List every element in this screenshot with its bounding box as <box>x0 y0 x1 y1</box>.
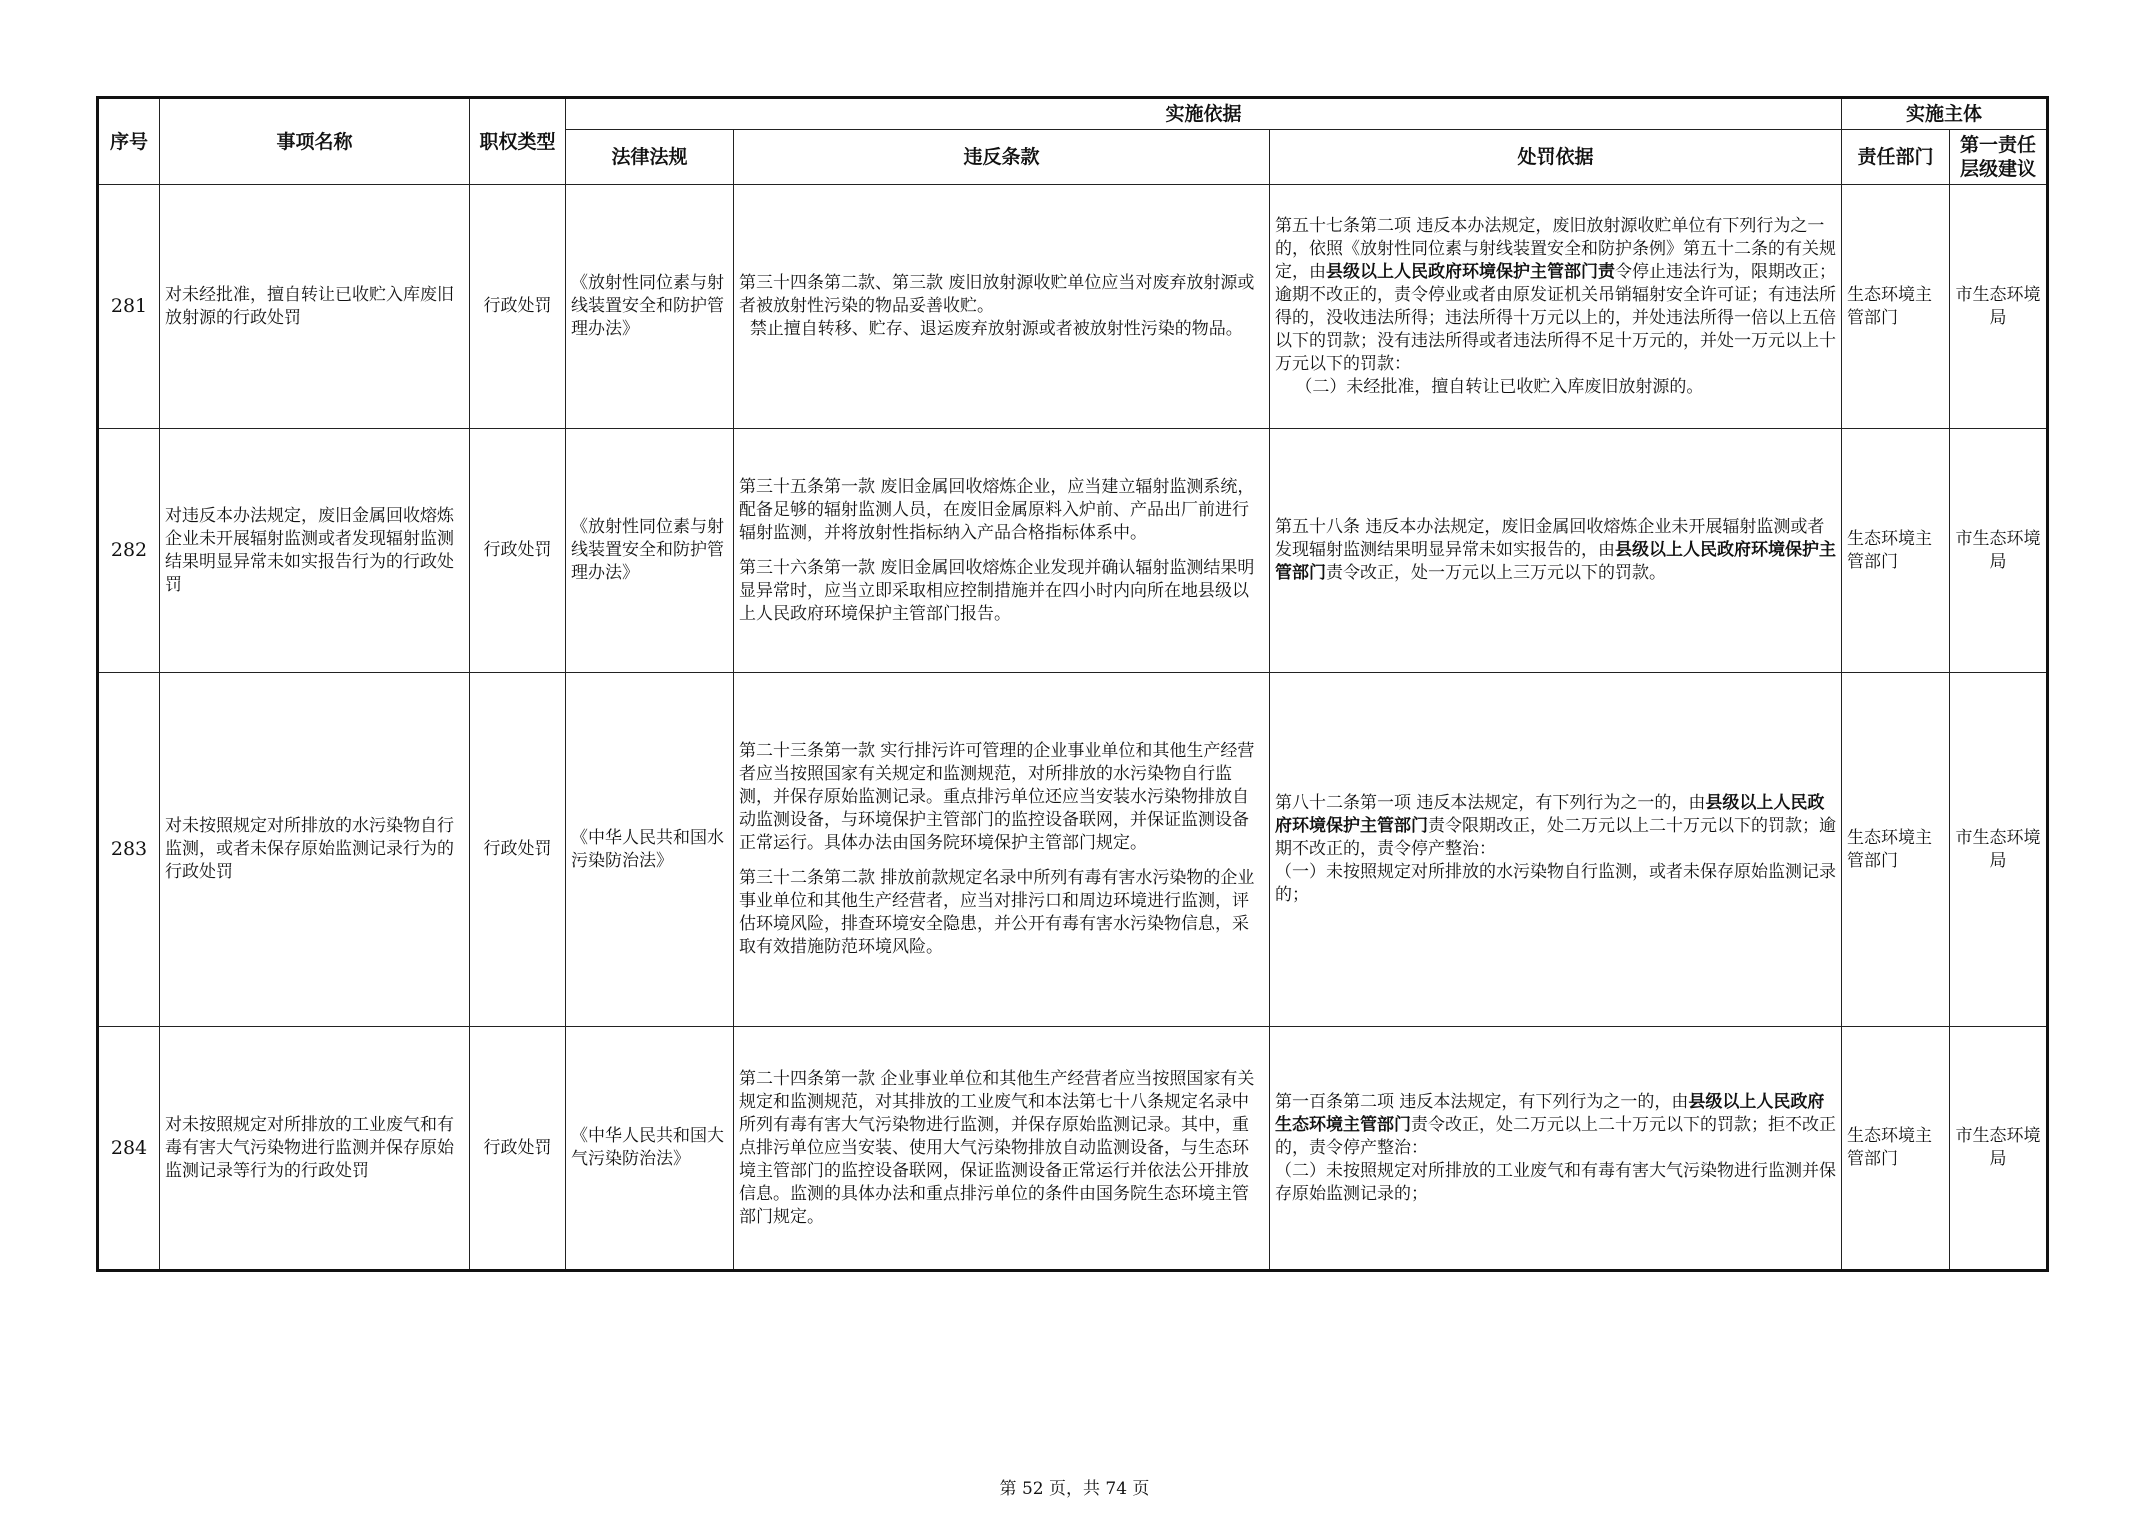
row-law: 《中华人民共和国水污染防治法》 <box>566 673 734 1027</box>
row-violation <box>734 673 1270 1027</box>
row-level: 市生态环境局 <box>1950 1027 2048 1271</box>
penalty-item: （一）未按照规定对所排放的水污染物自行监测，或者未保存原始监测记录的； <box>1275 862 1836 905</box>
enforcement-table <box>96 96 2049 1272</box>
header-penalty: 处罚依据 <box>1270 130 1842 185</box>
row-law: 《中华人民共和国大气污染防治法》 <box>566 1027 734 1271</box>
row-item-name: 对未按照规定对所排放的水污染物自行监测，或者未保存原始监测记录行为的行政处罚 <box>160 673 470 1027</box>
penalty-text <box>1275 215 1836 376</box>
penalty-lead: 第五十七条第二项 违反本办法规定，废旧放射源收贮单位有下列行为之一的，依照《放射性同位素与射线装置安全和防护条例》第五十二条的有关规定，由 <box>1275 215 1836 282</box>
header-item-name: 事项名称 <box>160 98 470 185</box>
violation-clause: 第二十三条第一款 实行排污许可管理的企业事业单位和其他生产经营者应当按照国家有关规定和监测规范，对所排放的水污染物自行监测，并保存原始监测记录。重点排污单位还应当安装水污染物排放自动监测设备，与环境保护主管部门的监控设备联网，并保证监测设备正常运行。具体办法由国务院环境保护主管部门规定。 <box>739 741 1255 853</box>
header-violation: 违反条款 <box>734 130 1270 185</box>
row-law: 《放射性同位素与射线装置安全和防护管理办法》 <box>566 429 734 673</box>
penalty-lead: 第八十二条第一项 违反本法规定，有下列行为之一的，由 <box>1275 793 1706 813</box>
table-body <box>98 185 2048 1271</box>
row-level: 市生态环境局 <box>1950 429 2048 673</box>
row-penalty <box>1270 429 1842 673</box>
penalty-lead: 第五十八条 违反本办法规定，废旧金属回收熔炼企业未开展辐射监测或者发现辐射监测结果明显异常未如实报告的，由 <box>1275 517 1825 560</box>
violation-clause: 第三十四条第二款、第三款 废旧放射源收贮单位应当对废弃放射源或者被放射性污染的物品妥善收贮。 禁止擅自转移、贮存、退运废弃放射源或者被放射性污染的物品。 <box>739 273 1255 339</box>
table-header <box>98 98 2048 185</box>
row-violation <box>734 1027 1270 1271</box>
table-row <box>98 673 2048 1027</box>
violation-clause: 第三十六条第一款 废旧金属回收熔炼企业发现并确认辐射监测结果明显异常时，应当立即采取相应控制措施并在四小时内向所在地县级以上人民政府环境保护主管部门报告。 <box>739 557 1255 624</box>
row-power-type: 行政处罚 <box>470 429 566 673</box>
violation-clause: 第二十四条第一款 企业事业单位和其他生产经营者应当按照国家有关规定和监测规范，对其排放的工业废气和本法第七十八条规定名录中所列有毒有害大气污染物进行监测，并保存原始监测记录。其中，重点排污单位应当安装、使用大气污染物排放自动监测设备，与生态环境主管部门的监控设备联网，保证监测设备正常运行并依法公开排放信息。监测的具体办法和重点排污单位的条件由国务院生态环境主管部门规定。 <box>739 1068 1255 1227</box>
row-level: 市生态环境局 <box>1950 673 2048 1027</box>
penalty-text <box>1275 1091 1836 1160</box>
row-item-name: 对未经批准，擅自转让已收贮入库废旧放射源的行政处罚 <box>160 185 470 429</box>
penalty-authority: 县级以上人民政府生态环境主管部门 <box>1275 1091 1825 1135</box>
header-power-type: 职权类型 <box>470 98 566 185</box>
header-law: 法律法规 <box>566 130 734 185</box>
row-no: 281 <box>98 185 160 429</box>
header-subject-group: 实施主体 <box>1842 98 2048 130</box>
header-level: 第一责任层级建议 <box>1950 130 2048 185</box>
penalty-rest: 责令改正，处一万元以上三万元以下的罚款。 <box>1326 563 1666 583</box>
row-item-name: 对未按照规定对所排放的工业废气和有毒有害大气污染物进行监测并保存原始监测记录等行为的行政处罚 <box>160 1027 470 1271</box>
row-dept: 生态环境主管部门 <box>1842 185 1950 429</box>
page-number: 第 52 页，共 74 页 <box>999 1479 1150 1499</box>
penalty-rest: 责令改正，处二万元以上二十万元以下的罚款；拒不改正的，责令停产整治： <box>1275 1114 1836 1158</box>
violation-clause: 第三十五条第一款 废旧金属回收熔炼企业，应当建立辐射监测系统，配备足够的辐射监测人员，在废旧金属原料入炉前、产品出厂前进行辐射监测，并将放射性指标纳入产品合格指标体系中。 <box>739 476 1255 543</box>
row-power-type: 行政处罚 <box>470 673 566 1027</box>
row-penalty <box>1270 1027 1842 1271</box>
row-no: 282 <box>98 429 160 673</box>
penalty-text <box>1275 516 1836 585</box>
row-level: 市生态环境局 <box>1950 185 2048 429</box>
row-dept: 生态环境主管部门 <box>1842 1027 1950 1271</box>
row-power-type: 行政处罚 <box>470 185 566 429</box>
row-dept: 生态环境主管部门 <box>1842 673 1950 1027</box>
table-row <box>98 185 2048 429</box>
row-law: 《放射性同位素与射线装置安全和防护管理办法》 <box>566 185 734 429</box>
row-item-name: 对违反本办法规定，废旧金属回收熔炼企业未开展辐射监测或者发现辐射监测结果明显异常未如实报告行为的行政处罚 <box>160 429 470 673</box>
penalty-rest: 令停止违法行为，限期改正；逾期不改正的，责令停业或者由原发证机关吊销辐射安全许可证；有违法所得的，没收违法所得；违法所得十万元以上的，并处违法所得一倍以上五倍以下的罚款；没有违法所得或者违法所得不足十万元的，并处一万元以上十万元以下的罚款： <box>1275 261 1836 374</box>
penalty-authority: 县级以上人民政府环境保护主管部门 <box>1275 793 1825 836</box>
row-power-type: 行政处罚 <box>470 1027 566 1271</box>
row-penalty <box>1270 185 1842 429</box>
penalty-item: （二）未经批准，擅自转让已收贮入库废旧放射源的。 <box>1295 376 1704 397</box>
row-no: 283 <box>98 673 160 1027</box>
row-violation <box>734 429 1270 673</box>
penalty-rest: 责令限期改正，处二万元以上二十万元以下的罚款；逾期不改正的，责令停产整治： <box>1275 816 1836 859</box>
row-violation <box>734 185 1270 429</box>
penalty-lead: 第一百条第二项 违反本法规定，有下列行为之一的，由 <box>1275 1091 1689 1112</box>
header-no: 序号 <box>98 98 160 185</box>
penalty-item: （二）未按照规定对所排放的工业废气和有毒有害大气污染物进行监测并保存原始监测记录的； <box>1275 1160 1836 1204</box>
header-basis-group: 实施依据 <box>566 98 1842 130</box>
row-dept: 生态环境主管部门 <box>1842 429 1950 673</box>
row-penalty <box>1270 673 1842 1027</box>
penalty-text <box>1275 792 1836 861</box>
table-row <box>98 429 2048 673</box>
violation-clause: 第三十二条第二款 排放前款规定名录中所列有毒有害水污染物的企业事业单位和其他生产经营者，应当对排污口和周边环境进行监测，评估环境风险，排查环境安全隐患，并公开有毒有害水污染物信息，采取有效措施防范环境风险。 <box>739 868 1255 957</box>
penalty-authority: 县级以上人民政府环境保护主管部门责 <box>1326 261 1615 282</box>
row-no: 284 <box>98 1027 160 1271</box>
penalty-authority: 县级以上人民政府环境保护主管部门 <box>1275 540 1836 583</box>
header-dept: 责任部门 <box>1842 130 1950 185</box>
table-row <box>98 1027 2048 1271</box>
